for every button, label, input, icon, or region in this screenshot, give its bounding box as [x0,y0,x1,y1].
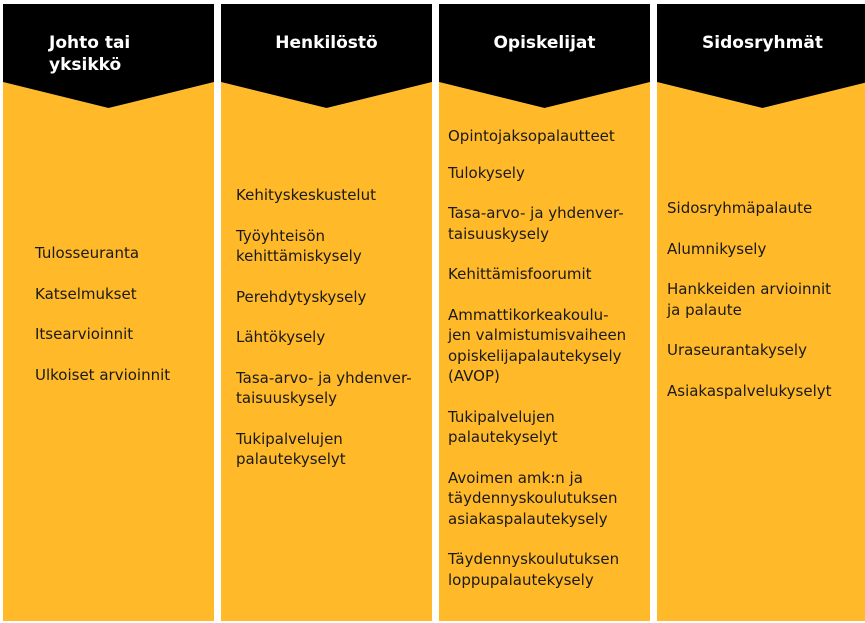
list-item-line: jen valmistumisvaiheen [448,326,627,344]
list-item-line: Tasa-arvo- ja yhdenver- [236,368,412,387]
list-item-line: Sidosryhmäpalaute [667,199,813,217]
list-item [667,198,865,219]
list-item [35,324,214,345]
list-item-line: Alumnikysely [667,239,767,258]
column-henkilosto [221,4,432,621]
list-item-line: Uraseurantakysely [667,341,807,359]
list-item-line: Kehityskeskustelut [236,186,376,204]
column-opiskelijat [439,4,650,621]
list-item-line: Tukipalvelujen [448,407,555,426]
list-item-line: Itsearvioinnit [35,325,134,343]
list-item-line: taisuuskysely [448,224,550,243]
list-item [448,305,650,387]
list-item-line: palautekyselyt [236,450,346,468]
list-item [667,381,865,402]
column-title [3,32,214,76]
list-item-line: (AVOP) [448,367,500,385]
list-item-line: Ulkoiset arvioinnit [35,365,171,384]
column-johto-tai-yksikko [3,4,214,621]
list-item [448,264,650,285]
list-item-line: täydennyskoulutuksen [448,489,618,507]
list-item-line: Asiakaspalvelukyselyt [667,381,832,400]
column-item-list [439,126,650,590]
list-item-line: Perehdytyskysely [236,287,367,306]
list-item [35,284,214,305]
list-item-line: Työyhteisön [236,226,326,245]
list-item-line: Tulosseuranta [35,244,140,262]
list-item-line: taisuuskysely [236,389,338,407]
list-item [667,239,865,260]
list-item [448,407,650,448]
column-title-line: Henkilöstö [275,33,378,53]
list-item [667,340,865,361]
list-item [236,429,432,470]
list-item [448,549,650,590]
list-item [448,468,650,530]
list-item [236,185,432,206]
list-item-line: asiakaspalautekysely [448,509,608,528]
column-title-line: Sidosryhmät [702,33,823,53]
list-item [667,279,865,320]
list-item-line: Avoimen amk:n ja [448,468,583,487]
column-title-line: yksikkö [49,55,122,75]
list-item-line: Hankkeiden arvioinnit [667,280,832,298]
column-title-line: Opiskelijat [493,33,596,53]
column-sidosryhmat [657,4,865,621]
list-item-line: Kehittämisfoorumit [448,265,592,283]
column-item-list [221,185,432,470]
list-item-line: Opintojaksopalautteet [448,127,615,145]
column-item-list [657,198,865,401]
list-item [236,226,432,267]
list-item-line: Katselmukset [35,284,137,303]
list-item-line: Tukipalvelujen [236,429,343,448]
list-item [35,365,214,386]
list-item [448,126,650,147]
column-title [221,32,432,54]
list-item-line: palautekyselyt [448,428,558,446]
list-item-line: Ammattikorkeakoulu- [448,305,609,324]
list-item-line: Tasa-arvo- ja yhdenver- [448,204,624,222]
list-item [236,287,432,308]
list-item [448,203,650,244]
list-item [236,327,432,348]
column-title [439,32,650,54]
list-item [448,163,650,184]
list-item-line: Tulokysely [448,163,525,182]
list-item-line: kehittämiskysely [236,247,362,265]
column-title-line: Johto tai [49,33,131,53]
list-item-line: Lähtökysely [236,328,326,346]
list-item-line: opiskelijapalautekysely [448,346,622,365]
list-item [35,243,214,264]
list-item-line: ja palaute [667,300,742,319]
column-item-list [3,243,214,385]
list-item [236,368,432,409]
column-title [657,32,865,54]
list-item-line: loppupalautekysely [448,570,594,589]
list-item-line: Täydennyskoulutuksen [448,550,620,568]
